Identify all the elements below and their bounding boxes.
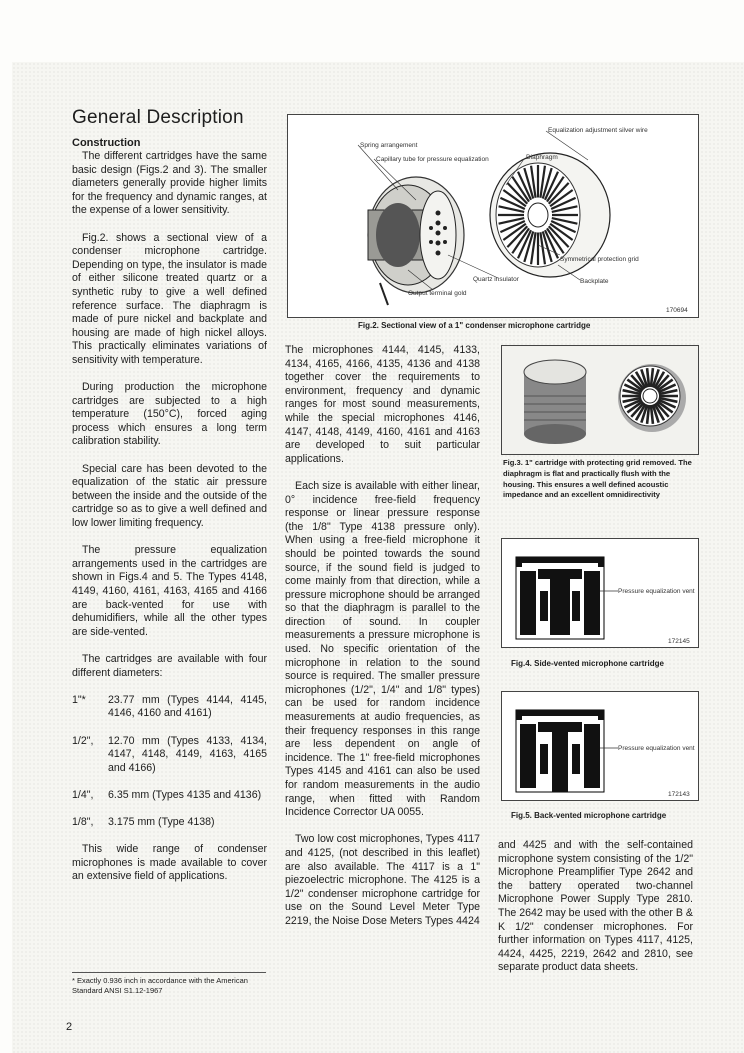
paragraph: During production the microphone cartridges are subjected to a high temperature (150°C), forced aging process which ensures a long term calibration stability.	[72, 381, 267, 448]
figure-3-photo	[501, 345, 699, 455]
paragraph: Fig.2. shows a sectional view of a condenser microphone cartridge. Depending on type, the insulator is made of either silicone treated quartz or a synthetic ruby to give a well defined reference surface. The diaphragm is made of pure nickel and backplate and housing are made of high nickel alloys. This practically eliminates variations of sensitivity with temperature.	[72, 231, 267, 366]
paragraph: Two low cost microphones, Types 4117 and 4125, (not described in this leaflet) are also available. The 4117 is a 1" piezoelectric microphone. The 4125 is a 1/2" condenser microphone cartridge for use on the Sound Level Meter Type 2219, the Noise Dose Meters Types 4424	[285, 833, 480, 927]
label-spring: Spring arrangement	[360, 142, 418, 149]
diameter-list	[72, 694, 267, 721]
label-eq-adjust: Equalization adjustment silver wire	[548, 127, 648, 134]
label-capillary: Capillary tube for pressure equalization	[376, 156, 489, 163]
size-desc: 23.77 mm (Types 4144, 4145, 4146, 4160 and 4161)	[108, 693, 267, 720]
label-grid: Symmetrical protection grid	[560, 256, 639, 263]
diameter-list	[72, 789, 267, 803]
size-label: 1"*	[72, 693, 86, 706]
footnote: * Exactly 0.936 inch in accordance with the American Standard ANSI S1.12-1967	[72, 972, 266, 995]
figure-code: 170694	[666, 307, 688, 314]
page-title: General Description	[72, 107, 244, 128]
page-number: 2	[66, 1021, 73, 1033]
paragraph: The different cartridges have the same basic design (Figs.2 and 3). The smaller diameters generally provide higher limits for the frequency and dynamic ranges, at the expense of a lower sensitivity.	[72, 150, 267, 217]
label-output: Output terminal gold	[408, 290, 467, 297]
right-column	[498, 839, 693, 989]
cartridge-cutaway	[368, 177, 464, 305]
label-backplate: Backplate	[580, 278, 609, 285]
paragraph: The microphones 4144, 4145, 4133, 4134, 4165, 4166, 4135, 4136 and 4138 together cover the requirements to environment, frequency and dynamic ranges for most sound measurements, while the special microphones 4146, 4147, 4148, 4149, 4160, 4161 and 4163 are developed to suit particular applications.	[285, 344, 480, 465]
figure-2-caption: Fig.2. Sectional view of a 1" condenser microphone cartridge	[358, 321, 591, 330]
diameter-list	[72, 735, 267, 776]
figure-3-caption: Fig.3. 1" cartridge with protecting grid removed. The diaphragm is flat and practically flush with the housing. This ensures a well defined acoustic impedance and an excellent omnidirectivity	[503, 458, 692, 500]
size-desc: 6.35 mm (Types 4135 and 4136)	[108, 788, 262, 801]
paragraph: The pressure equalization arrangements used in the cartridges are shown in Figs.4 and 5. The Types 4148, 4149, 4160, 4161, 4163, 4165 and 4166 are back-vented for use with dehumidifiers, while all the other types are side-vented.	[72, 544, 267, 638]
size-desc: 12.70 mm (Types 4133, 4134, 4147, 4148, 4149, 4163, 4165 and 4166)	[108, 734, 267, 774]
figure-4-label: Pressure equalization vent	[618, 588, 695, 595]
figure-5-code: 172143	[668, 791, 690, 798]
size-desc: 3.175 mm (Type 4138)	[108, 816, 215, 829]
paragraph: The cartridges are available with four different diameters:	[72, 652, 267, 679]
figure-4-caption: Fig.4. Side-vented microphone cartridge	[511, 659, 664, 668]
left-column	[72, 136, 267, 898]
label-quartz: Quartz insulator	[473, 276, 519, 283]
size-label: 1/2",	[72, 734, 94, 747]
size-label: 1/8",	[72, 816, 94, 829]
construction-heading: Construction	[72, 137, 141, 149]
figure-5-caption: Fig.5. Back-vented microphone cartridge	[511, 811, 667, 820]
figure-2-frame	[287, 114, 699, 318]
figure-4-code: 172145	[668, 638, 690, 645]
size-label: 1/4",	[72, 788, 94, 801]
figure-2-illustration	[288, 115, 698, 317]
paragraph: This wide range of condenser microphones is made available to cover an extensive field of applications.	[72, 843, 267, 883]
middle-column	[285, 344, 480, 942]
paragraph: and 4425 and with the self-contained microphone system consisting of the 1/2" Microphone Preamplifier Type 2642 and the battery operated two-channel Microphone Power Supply Type 2810. The 2642 may be used with the other B & K 1/2" condenser microphones. For further information on Types 4117, 4125, 4424, 4425, 2219, 2642 and 2810, see separate product data sheets.	[498, 839, 693, 974]
paragraph: Special care has been devoted to the equalization of the static air pressure between the inside and the outside of the cartridge so as to give a well defined and low lower limiting frequency.	[72, 462, 267, 530]
figure-5-frame	[501, 691, 699, 801]
label-diaphragm: Diaphragm	[526, 154, 558, 161]
diameter-list	[72, 816, 267, 830]
figure-5-label: Pressure equalization vent	[618, 745, 695, 752]
figure-4-frame	[501, 538, 699, 648]
paragraph: Each size is available with either linear, 0° incidence free-field frequency response or linear pressure response (the 1/8" Type 4138 pressure only). When using a free-field microphone it should be pointed towards the sound source, if the sound field is judged to come mainly from that direction, while a pressure microphone should be arranged so that the diaphragm is parallel to the direction of sound. In coupler measurements a pressure microphone is used. No specific orientation of the microphone in relation to the sound source is required. The smaller pressure microphones (1/2", 1/4" and 1/8" types) can be used for random incidence measurements at audio frequencies, as their frequency responses in this range are less dependent on angle of incidence. The 1" free-field microphones Types 4145 and 4161 can also be used for random measurements in the audio range, when fitted with Random Incidence Corrector UA 0055.	[285, 479, 480, 819]
